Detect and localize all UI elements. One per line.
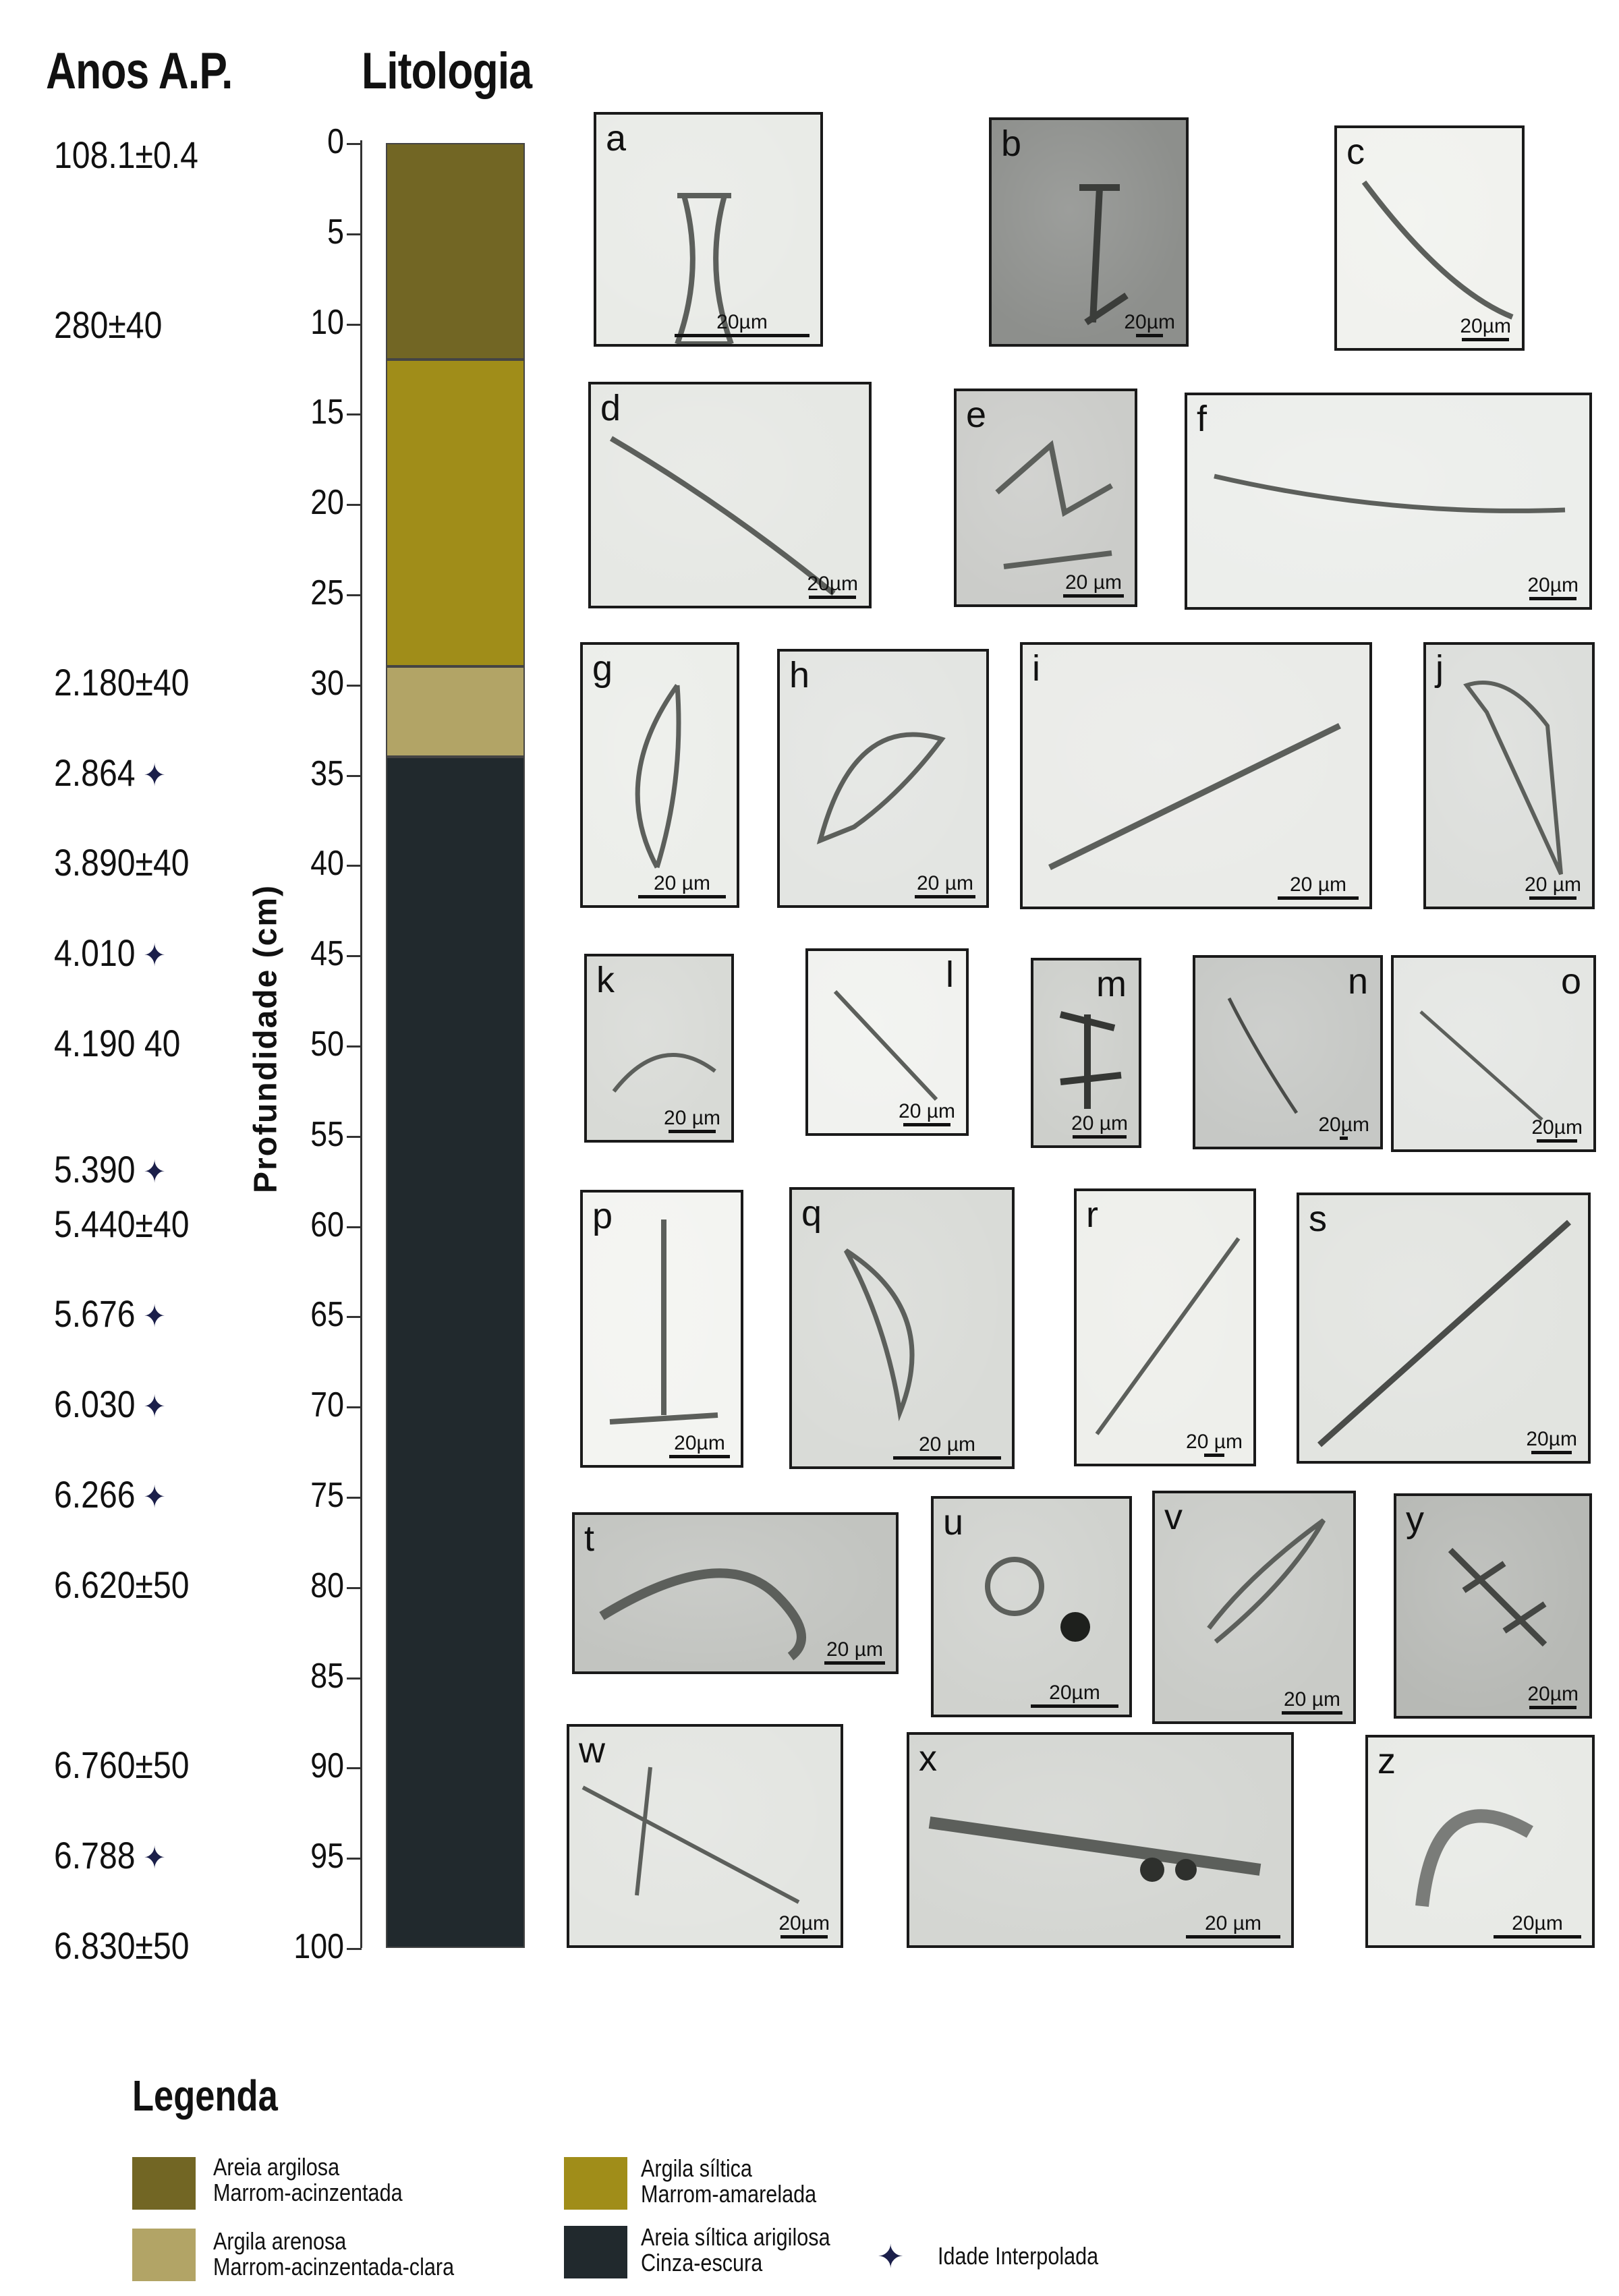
- scale-bar-label: 20 µm: [917, 872, 973, 894]
- scale-bar: [1186, 1912, 1280, 1939]
- panel-letter: a: [606, 118, 627, 159]
- panel-letter: f: [1197, 399, 1208, 439]
- micrograph-panel-t: [572, 1512, 899, 1674]
- scale-bar: [807, 573, 858, 599]
- panel-letter: p: [592, 1196, 613, 1236]
- micrograph-panel-n: [1193, 955, 1383, 1149]
- depth-tick-label: 25: [310, 573, 344, 612]
- scale-bar: [778, 1912, 830, 1939]
- scale-bar-label: 20 µm: [1186, 1431, 1243, 1453]
- depth-tick-mark: [347, 1226, 362, 1228]
- scale-bar: [824, 1638, 885, 1665]
- scale-bar-label: 20µm: [1527, 1683, 1579, 1705]
- scale-bar-line: [675, 334, 810, 337]
- scale-bar: [1278, 873, 1359, 900]
- interpolated-star-icon: ✦: [143, 757, 166, 793]
- scale-bar: [893, 1433, 1001, 1460]
- micrograph-panel-b: [989, 117, 1189, 347]
- micrograph-specimen: [1077, 1191, 1256, 1466]
- interpolated-age: [54, 1382, 166, 1426]
- depth-tick-mark: [347, 1677, 362, 1680]
- depth-tick-label: 80: [310, 1566, 344, 1605]
- lithology-header: Litologia: [362, 42, 532, 100]
- scale-bar: [1527, 574, 1579, 600]
- depth-tick-mark: [347, 1858, 362, 1860]
- micrograph-panel-l: [805, 948, 969, 1136]
- scale-bar-line: [1494, 1935, 1581, 1939]
- micrograph-panel-r: [1074, 1188, 1256, 1466]
- micrograph-specimen: [1426, 645, 1595, 909]
- interpolated-star-icon: ✦: [877, 2239, 905, 2275]
- depth-tick-label: 65: [310, 1295, 344, 1335]
- legend-label-argila-siltica: Argila síltica Marrom-amarelada: [641, 2154, 817, 2208]
- micrograph-panel-y: [1394, 1493, 1592, 1719]
- scale-bar-line: [1529, 597, 1577, 600]
- panel-letter: n: [1347, 961, 1368, 1002]
- scale-bar-label: 20µm: [1527, 574, 1579, 596]
- micrograph-specimen: [792, 1190, 1015, 1469]
- depth-tick-mark: [347, 1136, 362, 1138]
- scale-bar-label: 20 µm: [664, 1107, 720, 1129]
- scale-bar-line: [824, 1661, 885, 1665]
- scale-bar-line: [780, 1935, 828, 1939]
- interpolated-age: [54, 1472, 166, 1516]
- scale-bar: [1063, 571, 1124, 598]
- panel-letter: d: [600, 388, 621, 428]
- age-value: 108.1±0.4: [54, 134, 198, 177]
- depth-tick-label: 85: [310, 1656, 344, 1696]
- scale-bar: [664, 1107, 720, 1133]
- depth-tick-mark: [347, 1497, 362, 1499]
- age-value: 4.010: [54, 931, 136, 975]
- micrograph-panel-j: [1423, 642, 1595, 909]
- scale-bar-line: [1531, 1451, 1572, 1454]
- depth-tick-label: 5: [327, 212, 344, 252]
- micrograph-panel-x: [907, 1732, 1294, 1948]
- micrograph-panel-p: [580, 1190, 743, 1468]
- scale-bar-line: [1204, 1454, 1224, 1457]
- depth-tick-mark: [347, 1316, 362, 1318]
- age-value: 6.830±50: [54, 1924, 190, 1967]
- scale-bar-label: 20 µm: [919, 1433, 975, 1456]
- scale-bar-line: [669, 1130, 716, 1133]
- depth-tick-label: 0: [327, 122, 344, 161]
- depth-tick-mark: [347, 1587, 362, 1589]
- depth-tick-label: 35: [310, 753, 344, 793]
- interpolated-star-icon: ✦: [143, 938, 166, 973]
- depth-tick-label: 75: [310, 1476, 344, 1515]
- scale-bar-line: [809, 596, 856, 599]
- scale-bar: [1494, 1912, 1581, 1939]
- scale-bar: [899, 1100, 955, 1126]
- micrograph-panel-z: [1365, 1735, 1595, 1948]
- scale-bar: [1527, 1683, 1579, 1709]
- scale-bar: [638, 872, 726, 898]
- depth-tick-mark: [347, 775, 362, 777]
- dated-age: [54, 840, 190, 884]
- micrograph-panel-a: [594, 112, 823, 347]
- micrograph-panel-i: [1020, 642, 1372, 909]
- panel-letter: u: [943, 1502, 964, 1543]
- scale-bar-line: [1529, 1706, 1577, 1709]
- scale-bar: [669, 1432, 730, 1458]
- micrograph-panel-v: [1152, 1491, 1356, 1724]
- scale-bar-label: 20 µm: [1065, 571, 1122, 594]
- interpolated-star-icon: ✦: [143, 1840, 166, 1876]
- scale-bar-line: [1136, 334, 1163, 337]
- scale-bar: [1318, 1114, 1369, 1140]
- scale-bar: [1124, 311, 1175, 337]
- scale-bar-line: [1063, 594, 1124, 598]
- lithology-unit: [386, 757, 525, 1948]
- panel-letter: c: [1346, 132, 1365, 172]
- scale-bar-label: 20 µm: [1205, 1912, 1261, 1934]
- interpolated-age: [54, 931, 166, 975]
- lithology-unit: [386, 666, 525, 757]
- micrograph-specimen: [1023, 645, 1372, 909]
- scale-bar: [1526, 1428, 1577, 1454]
- panel-letter: w: [579, 1730, 605, 1771]
- scale-bar-label: 20µm: [1526, 1428, 1577, 1450]
- scale-bar-line: [1282, 1711, 1342, 1715]
- depth-axis-label: Profundidade (cm): [248, 884, 284, 1194]
- micrograph-panel-g: [580, 642, 739, 908]
- scale-bar-line: [1073, 1135, 1127, 1139]
- micrograph-panel-h: [777, 649, 989, 908]
- panel-letter: i: [1032, 648, 1040, 689]
- panel-letter: q: [801, 1193, 822, 1234]
- interpolated-star-icon: ✦: [143, 1479, 166, 1514]
- age-value: 5.390: [54, 1148, 136, 1191]
- scale-bar-label: 20µm: [674, 1432, 725, 1454]
- depth-tick-mark: [347, 233, 362, 235]
- dated-age: [54, 1563, 190, 1607]
- depth-tick-mark: [347, 685, 362, 687]
- micrograph-panel-c: [1334, 125, 1525, 351]
- legend-swatch-argila-siltica: [564, 2157, 627, 2210]
- scale-bar-label: 20µm: [1318, 1114, 1369, 1136]
- panel-letter: z: [1377, 1741, 1396, 1781]
- scale-bar-label: 20 µm: [1290, 873, 1346, 896]
- age-value: 6.620±50: [54, 1563, 190, 1606]
- micrograph-panel-k: [584, 954, 734, 1143]
- scale-bar-label: 20µm: [1124, 311, 1175, 333]
- scale-bar-line: [1462, 338, 1509, 341]
- age-value: 2.864: [54, 751, 136, 794]
- scale-bar: [1531, 1116, 1583, 1143]
- micrograph-panel-u: [931, 1496, 1132, 1717]
- legend-label-argila-arenosa: Argila arenosa Marrom-acinzentada-clara: [213, 2227, 455, 2280]
- depth-tick-mark: [347, 955, 362, 957]
- scale-bar: [675, 311, 810, 337]
- dated-age: [54, 1202, 190, 1246]
- depth-tick-label: 90: [310, 1746, 344, 1786]
- age-value: 6.266: [54, 1473, 136, 1516]
- interpolated-age: [54, 1833, 166, 1877]
- scale-bar-label: 20µm: [1049, 1682, 1100, 1704]
- scale-bar-line: [669, 1455, 730, 1458]
- scale-bar-label: 20 µm: [1284, 1688, 1340, 1711]
- ages-header: Anos A.P.: [46, 42, 233, 100]
- scale-bar-label: 20µm: [1460, 315, 1511, 337]
- legend-swatch-areia-siltica: [564, 2226, 627, 2278]
- age-value: 3.890±40: [54, 841, 190, 884]
- depth-tick-mark: [347, 324, 362, 326]
- depth-tick-mark: [347, 1406, 362, 1408]
- panel-letter: g: [592, 648, 613, 689]
- micrograph-panel-w: [567, 1724, 843, 1948]
- panel-letter: y: [1406, 1499, 1424, 1540]
- panel-letter: k: [596, 960, 615, 1000]
- scale-bar-line: [1278, 896, 1359, 900]
- scale-bar-line: [915, 895, 975, 898]
- scale-bar-line: [903, 1123, 950, 1126]
- age-value: 6.788: [54, 1834, 136, 1877]
- scale-bar-label: 20 µm: [826, 1638, 883, 1661]
- depth-tick-mark: [347, 143, 362, 145]
- scale-bar-label: 20 µm: [654, 872, 710, 894]
- scale-bar-line: [1186, 1935, 1280, 1939]
- legend-label-interpolated: Idade Interpolada: [938, 2242, 1099, 2270]
- interpolated-star-icon: ✦: [143, 1154, 166, 1190]
- scale-bar-line: [1031, 1704, 1118, 1708]
- panel-letter: j: [1436, 648, 1444, 689]
- scale-bar: [1525, 873, 1581, 900]
- scale-bar-line: [893, 1456, 1001, 1460]
- scale-bar-label: 20 µm: [899, 1100, 955, 1122]
- depth-tick-label: 50: [310, 1025, 344, 1064]
- legend-title: Legenda: [132, 2071, 278, 2120]
- scale-bar-label: 20µm: [807, 573, 858, 595]
- age-value: 6.760±50: [54, 1744, 190, 1787]
- depth-tick-label: 55: [310, 1114, 344, 1154]
- lithology-unit: [386, 143, 525, 360]
- scale-bar-label: 20 µm: [1525, 873, 1581, 896]
- scale-bar-label: 20µm: [1512, 1912, 1563, 1934]
- depth-tick-mark: [347, 1045, 362, 1047]
- panel-letter: r: [1086, 1195, 1098, 1235]
- depth-tick-label: 45: [310, 934, 344, 974]
- panel-letter: v: [1164, 1497, 1183, 1537]
- scale-bar-line: [638, 895, 726, 898]
- micrograph-panel-e: [954, 389, 1137, 607]
- scale-bar: [1031, 1682, 1118, 1708]
- depth-tick-label: 20: [310, 483, 344, 523]
- micrograph-panel-o: [1391, 955, 1596, 1152]
- depth-tick-mark: [347, 1948, 362, 1950]
- panel-letter: b: [1001, 123, 1022, 164]
- age-value: 2.180±40: [54, 660, 190, 704]
- legend-swatch-argila-arenosa: [132, 2229, 196, 2281]
- interpolated-age: [54, 1292, 166, 1336]
- scale-bar: [1186, 1431, 1243, 1457]
- micrograph-panel-f: [1185, 393, 1592, 610]
- interpolated-star-icon: ✦: [143, 1298, 166, 1334]
- panel-letter: h: [789, 655, 810, 695]
- legend-swatch-areia-argilosa: [132, 2157, 196, 2210]
- depth-tick-label: 95: [310, 1837, 344, 1876]
- dated-age: [54, 303, 162, 347]
- depth-tick-label: 40: [310, 844, 344, 884]
- scale-bar: [1460, 315, 1511, 341]
- micrograph-specimen: [1299, 1195, 1591, 1464]
- scale-bar-line: [1340, 1137, 1348, 1140]
- panel-letter: s: [1309, 1199, 1327, 1239]
- depth-tick-mark: [347, 1767, 362, 1769]
- panel-letter: e: [966, 395, 987, 435]
- age-value: 5.440±40: [54, 1202, 190, 1245]
- depth-tick-label: 60: [310, 1205, 344, 1244]
- scale-bar-label: 20 µm: [1071, 1112, 1128, 1135]
- panel-letter: o: [1560, 961, 1581, 1002]
- panel-letter: x: [919, 1738, 937, 1779]
- age-value: 6.030: [54, 1383, 136, 1426]
- micrograph-panel-s: [1297, 1193, 1591, 1464]
- legend-label-areia-siltica: Areia síltica arigilosa Cinza-escura: [641, 2223, 830, 2276]
- lithology-unit: [386, 360, 525, 666]
- micrograph-panel-m: [1031, 958, 1141, 1148]
- dated-age: [54, 133, 198, 177]
- depth-tick-mark: [347, 865, 362, 867]
- depth-tick-mark: [347, 413, 362, 415]
- dated-age: [54, 1021, 180, 1065]
- panel-letter: t: [584, 1518, 595, 1559]
- depth-tick-mark: [347, 504, 362, 506]
- interpolated-age: [54, 1147, 166, 1191]
- age-value: 280±40: [54, 303, 163, 346]
- depth-tick-mark: [347, 594, 362, 596]
- scale-bar-line: [1529, 896, 1577, 900]
- depth-tick-label: 10: [310, 302, 344, 342]
- scale-bar-label: 20µm: [778, 1912, 830, 1934]
- legend-label-areia-argilosa: Areia argilosa Marrom-acinzentada: [213, 2153, 403, 2206]
- panel-letter: l: [946, 954, 954, 995]
- dated-age: [54, 660, 190, 704]
- dated-age: [54, 1743, 190, 1787]
- age-value: 5.676: [54, 1292, 136, 1336]
- age-value: 4.190 40: [54, 1022, 181, 1064]
- interpolated-age: [54, 751, 166, 795]
- depth-tick-label: 30: [310, 663, 344, 703]
- micrograph-specimen: [780, 652, 989, 908]
- depth-tick-label: 15: [310, 393, 344, 432]
- interpolated-star-icon: ✦: [143, 1389, 166, 1425]
- scale-bar: [915, 872, 975, 898]
- scale-bar-line: [1537, 1139, 1577, 1143]
- depth-tick-label: 100: [293, 1927, 344, 1966]
- micrograph-panel-d: [588, 382, 872, 608]
- scale-bar-label: 20µm: [1531, 1116, 1583, 1139]
- scale-bar: [1282, 1688, 1342, 1715]
- scale-bar: [1071, 1112, 1128, 1139]
- micrograph-panel-q: [789, 1187, 1015, 1469]
- depth-tick-label: 70: [310, 1385, 344, 1425]
- dated-age: [54, 1924, 190, 1968]
- scale-bar-label: 20µm: [716, 311, 768, 333]
- panel-letter: m: [1096, 964, 1127, 1004]
